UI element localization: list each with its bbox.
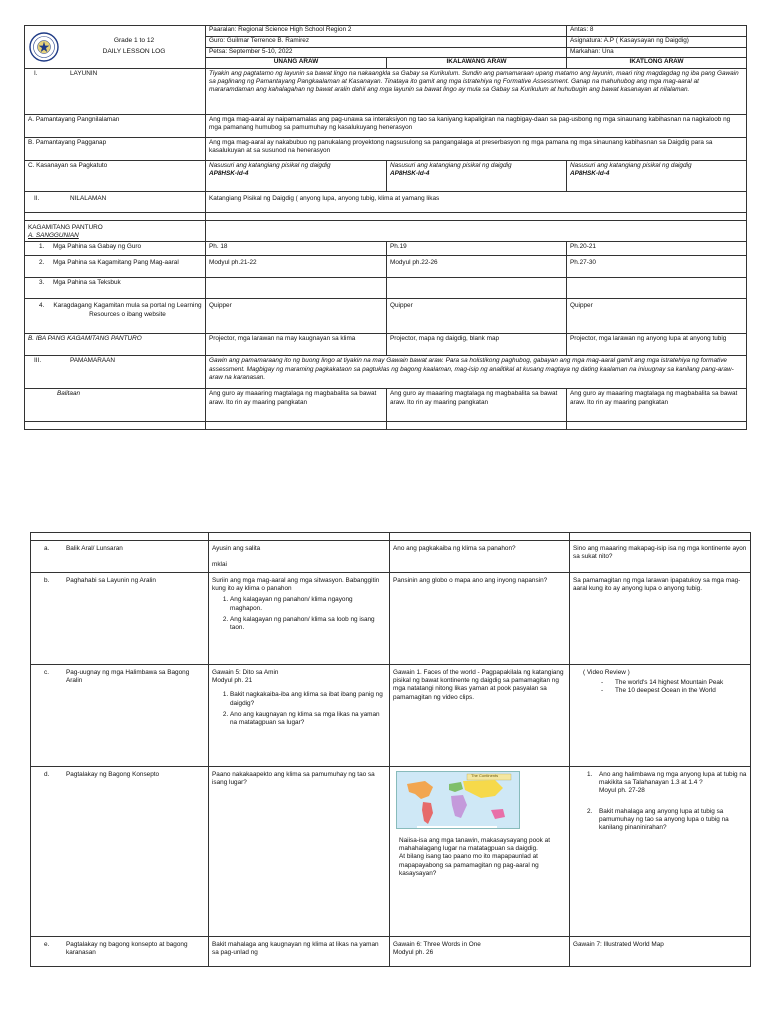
step-b-day3: Sa pamamagitan ng mga larawan ipapatukoy sa mga mag-aaral kung ito ay anyong lupa o anyong tubig. xyxy=(570,573,751,665)
blank-cell xyxy=(209,533,390,541)
kagamitan-row1-day2: Ph.19 xyxy=(387,242,567,256)
step-d-day1: Paano nakakaapekto ang klima sa pamumuhay ng tao sa isang lugar? xyxy=(209,767,390,937)
section2-text: Katangiang Pisikal ng Daigdig ( anyong lupa, anyong tubig, klima at yamang likas xyxy=(206,192,747,213)
header-title-line2: DAILY LESSON LOG xyxy=(102,48,166,55)
step-d-day3: 1. Ano ang halimbawa ng mga anyong lupa at tubig na makikita sa Talahanayan 1.3 at 1.4 ? Moyul ph. 27-28 2. Bakit mahalaga ang anyong lupa at tubig sa pamumuhay ng tao sa anyong lupa o tubig na kanilang pinaninirahan? xyxy=(570,767,751,937)
blank-cell xyxy=(25,422,206,430)
lesson-log-table-1 xyxy=(24,25,747,430)
step-e-day1: Bakit mahalaga ang kaugnayan ng klima at likas na yaman sa pag-unlad ng xyxy=(209,937,390,967)
kagamitan-row1-label: 1. Mga Pahina sa Gabay ng Guro xyxy=(25,242,206,256)
rowC-day1: Nasusuri ang katangiang pisikal ng daigdig AP8HSK-Id-4 xyxy=(206,161,387,192)
step-a-day3: Sino ang maaaring makapag-isip isa ng mga kontinente ayon sa sukat nito? xyxy=(570,541,751,573)
blank-cell xyxy=(387,422,567,430)
step-d-day2: The Continents Naiisa-isa ang mga tanawin, makasaysayang pook at mahahalagang lugar na matatagpuan sa daigdig. At bilang isang tao paano mo ito mapapaunlad at mapapayabong sa pamamagitan ng pag-aaral ng kasaysayan? xyxy=(390,767,570,937)
list-item: 1. Bakit nagkakaiba-iba ang klima sa ibat ibang panig ng daigdig? xyxy=(230,691,386,707)
lesson-log-table-2 xyxy=(30,532,751,967)
balitaan-day3: Ang guro ay maaaring magtalaga ng magbabalita sa bawat araw. Ito rin ay maaring pangkatan xyxy=(567,389,747,422)
step-e-label: e. Pagtalakay ng bagong konsepto at bagong karanasan xyxy=(31,937,209,967)
rowA-label: A. Pamantayang Pangnilalaman xyxy=(25,115,206,138)
header-logo-title-cell xyxy=(25,26,206,69)
blank-cell xyxy=(206,213,747,221)
section1-heading: I. LAYUNIN xyxy=(25,69,206,115)
school-cell: Paaralan: Regional Science High School Region 2 xyxy=(206,26,567,37)
rowC-day3: Nasusuri ang katangiang pisikal ng daigdig AP8HSK-Id-4 xyxy=(567,161,747,192)
kagamitan-rowB-day1: Projector, mga larawan na may kaugnayan sa klima xyxy=(206,334,387,356)
rowA-text: Ang mga mag-aaral ay naipamamalas ang pag-unawa sa interaksiyon ng tao sa kaniyang kapaligiran na nagbigay-daan sa pag-usbong ng mga sinaunang kabihasnan na nagkaloob ng mga pamanang humubog sa pamumuhay ng kasalukuyang henerasyon xyxy=(206,115,747,138)
rowC-label: C. Kasanayan sa Pagkatuto xyxy=(25,161,206,192)
list-item: - The world's 14 highest Mountain Peak xyxy=(601,679,747,687)
balitaan-day2: Ang guro ay maaaring magtalaga ng magbabalita sa bawat araw. Ito rin ay maaring pangkatan xyxy=(387,389,567,422)
rowB-label: B. Pamantayang Pagganap xyxy=(25,138,206,161)
step-a-day1: Ayusin ang salita mklai xyxy=(209,541,390,573)
day3-heading: IKATLONG ARAW xyxy=(567,58,747,69)
kagamitan-row2-day2: Modyul ph.22-26 xyxy=(387,256,567,278)
kagamitan-row2-day3: Ph.27-30 xyxy=(567,256,747,278)
teacher-cell: Guro: Guilmar Terrence B. Ramirez xyxy=(206,36,567,47)
balitaan-day1: Ang guro ay maaaring magtalaga ng magbabalita sa bawat araw. Ito rin ay maaring pangkatan xyxy=(206,389,387,422)
list-item: 2. Ano ang kaugnayan ng klima sa mga likas na yaman na matatagpuan sa lugar? xyxy=(230,711,386,727)
step-c-day2: Gawain 1. Faces of the world - Pagpapakilala ng katangiang pisikal ng bawat kontinente ng daigdig sa pamamagitan ng mga natatangi nitong likas yaman at pook pasyalan sa pamamagitan ng video clips. xyxy=(390,665,570,767)
blank-cell xyxy=(206,221,747,242)
blank-cell xyxy=(567,422,747,430)
blank-cell xyxy=(390,533,570,541)
blank-cell xyxy=(25,213,206,221)
kagamitan-row4-day2: Quipper xyxy=(387,299,567,334)
blank-cell xyxy=(387,278,567,299)
blank-cell xyxy=(206,422,387,430)
step-c-label: c. Pag-uugnay ng mga Halimbawa sa Bagong Aralin xyxy=(31,665,209,767)
step-a-label: a. Balik Aral/ Lunsaran xyxy=(31,541,209,573)
step-e-day2: Gawain 6: Three Words in One Modyul ph. 26 xyxy=(390,937,570,967)
rowC-day2: Nasusuri ang katangiang pisikal ng daigdig AP8HSK-Id-4 xyxy=(387,161,567,192)
map-title: The Continents xyxy=(471,773,499,778)
kagamitan-heading: KAGAMITANG PANTURO A. SANGGUNIAN xyxy=(25,221,206,242)
kagamitan-row2-day1: Modyul ph.21-22 xyxy=(206,256,387,278)
kagamitan-row4-label: 4. Karagdagang Kagamitan mula sa portal ng Learning Resources o ibang website xyxy=(25,299,206,334)
kagamitan-row4-day1: Quipper xyxy=(206,299,387,334)
section2-heading: II. NILALAMAN xyxy=(25,192,206,213)
kagamitan-row3-label: 3. Mga Pahina sa Teksbuk xyxy=(25,278,206,299)
section3-heading: III. PAMAMARAAN xyxy=(25,356,206,389)
kagamitan-rowB-day2: Projector, mapa ng daigdig, blank map xyxy=(387,334,567,356)
rowB-text: Ang mga mag-aaral ay nakabubuo ng panukalang proyektong nagsusulong sa pangangalaga at preserbasyon ng mga pamana ng mga sinaunang kabihasnan sa Daigdig para sa kasalukuyan at sa susunod na henerasyon xyxy=(206,138,747,161)
deped-seal-icon xyxy=(25,32,63,62)
section3-text: Gawin ang pamamaraang ito ng buong lingo at tiyakin na may Gawain bawat araw. Para sa holistikong paghubog, gabayan ang mga mag-aaral gamit ang mga istratehiya ng formative assessment. Magbigay ng maraming pagkakataon sa pagtuklas ng bagong kaalaman, mag-isip ng analitikal at kusang magtaya ng dating kaalaman na iniuugnay sa kanilang pang-araw-araw na karanasan. xyxy=(206,356,747,389)
blank-cell xyxy=(206,278,387,299)
blank-cell xyxy=(570,533,751,541)
balitaan-label: Balitaan xyxy=(25,389,206,422)
step-c-day1: Gawain 5: Dito sa Amin Modyul ph. 21 1. Bakit nagkakaiba-iba ang klima sa ibat ibang panig ng daigdig? 2. Ano ang kaugnayan ng klima sa mga likas na yaman na matatagpuan sa lugar? xyxy=(209,665,390,767)
step-e-day3: Gawain 7: Illustrated World Map xyxy=(570,937,751,967)
kagamitan-rowB-day3: Projector, mga larawan ng anyong lupa at anyong tubig xyxy=(567,334,747,356)
blank-cell xyxy=(567,278,747,299)
blank-cell xyxy=(31,533,209,541)
kagamitan-row1-day1: Ph. 18 xyxy=(206,242,387,256)
kagamitan-row2-label: 2. Mga Pahina sa Kagamitang Pang Mag-aaral xyxy=(25,256,206,278)
list-item: - The 10 deepest Ocean in the World xyxy=(601,687,747,695)
subject-cell: Asignatura: A.P ( Kasaysayan ng Daigdig) xyxy=(567,36,747,47)
list-item: 2. Ang kalagayan ng panahon/ klima sa loob ng isang taon. xyxy=(230,616,386,632)
step-a-day2: Ano ang pagkakaiba ng klima sa panahon? xyxy=(390,541,570,573)
world-map-icon xyxy=(397,772,520,829)
header-title-line1: Grade 1 to 12 xyxy=(113,37,155,45)
grade-cell: Antas: 8 xyxy=(567,26,747,37)
kagamitan-rowB-label: B. IBA PANG KAGAMITANG PANTURO xyxy=(25,334,206,356)
step-b-day1: Suriin ang mga mag-aaral ang mga sitwasyon. Babanggitin kung ito ay klima o panahon 1. Ang kalagayan ng panahon/ klima ngayong maghapon. 2. Ang kalagayan ng panahon/ klima sa loob ng isang taon. xyxy=(209,573,390,665)
world-continents-map xyxy=(396,771,520,829)
step-c-day3: ( Video Review ) - The world's 14 highest Mountain Peak - The 10 deepest Ocean in the World xyxy=(570,665,751,767)
quarter-cell: Markahan: Una xyxy=(567,47,747,58)
step-b-day2: Pansinin ang globo o mapa ano ang inyong napansin? xyxy=(390,573,570,665)
step-b-label: b. Paghahabi sa Layunin ng Aralin xyxy=(31,573,209,665)
step-d-label: d. Pagtalakay ng Bagong Konsepto xyxy=(31,767,209,937)
section1-text: Tiyakin ang pagtatamo ng layunin sa bawat lingo na nakaangkla sa Gabay sa Kurikulum. Sundin ang pamamaraan upang matamo ang layunin, maari ring magdagdag ng iba pang Gawain sa paglinang ng Pamantayang Pangkaalaman at Kasanayan. Tinataya ito gamit ang mga istratehiya ng Formative Assessment. Ganap na mahuhubog ang mga mag-aaral at mararamdaman ang kahalagahan ng bawat aralin dahil ang mga layunin sa bawat lingo ay mula sa Gabay sa Kurikulum at huhubugin ang bawat kasanayan at nilalaman. xyxy=(206,69,747,115)
day2-heading: IKALAWANG ARAW xyxy=(387,58,567,69)
kagamitan-row4-day3: Quipper xyxy=(567,299,747,334)
day1-heading: UNANG ARAW xyxy=(206,58,387,69)
kagamitan-row1-day3: Ph.20-21 xyxy=(567,242,747,256)
list-item: 1. Ang kalagayan ng panahon/ klima ngayong maghapon. xyxy=(230,596,386,612)
date-cell: Petsa: September 5-10, 2022 xyxy=(206,47,567,58)
